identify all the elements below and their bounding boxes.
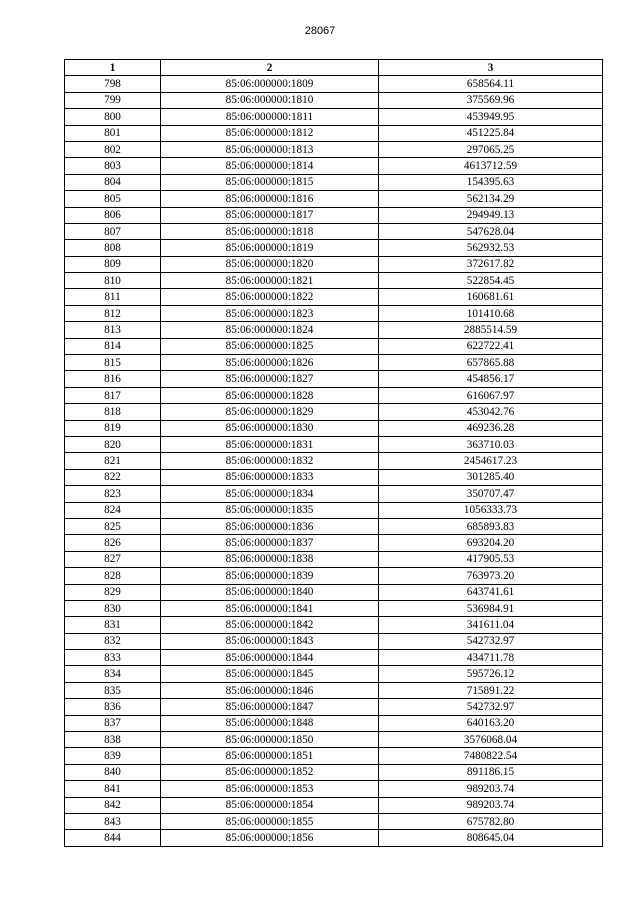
table-row	[65, 584, 603, 600]
table-row	[65, 486, 603, 502]
row-number-cell: 833	[65, 650, 161, 666]
row-number-cell: 837	[65, 715, 161, 731]
value-cell: 434711.78	[379, 650, 603, 666]
column-header-2: 2	[161, 60, 379, 76]
value-cell: 522854.45	[379, 273, 603, 289]
cadastral-number-cell: 85:06:000000:1835	[161, 502, 379, 518]
table-row	[65, 355, 603, 371]
cadastral-number-cell: 85:06:000000:1817	[161, 207, 379, 223]
row-number-cell: 798	[65, 76, 161, 92]
table-row	[65, 76, 603, 92]
table-row	[65, 273, 603, 289]
cadastral-number-cell: 85:06:000000:1828	[161, 387, 379, 403]
table-row	[65, 207, 603, 223]
value-cell: 2885514.59	[379, 322, 603, 338]
value-cell: 3576068.04	[379, 732, 603, 748]
cadastral-number-cell: 85:06:000000:1814	[161, 158, 379, 174]
page-number: 28067	[304, 25, 336, 37]
table-row	[65, 420, 603, 436]
table-row	[65, 781, 603, 797]
table-row	[65, 617, 603, 633]
row-number-cell: 801	[65, 125, 161, 141]
value-cell: 562134.29	[379, 191, 603, 207]
value-cell: 453949.95	[379, 109, 603, 125]
row-number-cell: 813	[65, 322, 161, 338]
row-number-cell: 823	[65, 486, 161, 502]
row-number-cell: 807	[65, 223, 161, 239]
value-cell: 469236.28	[379, 420, 603, 436]
table-row	[65, 404, 603, 420]
value-cell: 454856.17	[379, 371, 603, 387]
value-cell: 363710.03	[379, 436, 603, 452]
table-row	[65, 797, 603, 813]
table-row	[65, 109, 603, 125]
value-cell: 7480822.54	[379, 748, 603, 764]
table-row	[65, 469, 603, 485]
value-cell: 622722.41	[379, 338, 603, 354]
row-number-cell: 826	[65, 535, 161, 551]
value-cell: 640163.20	[379, 715, 603, 731]
value-cell: 547628.04	[379, 223, 603, 239]
value-cell: 891186.15	[379, 764, 603, 780]
row-number-cell: 828	[65, 568, 161, 584]
row-number-cell: 803	[65, 158, 161, 174]
table-row	[65, 551, 603, 567]
row-number-cell: 834	[65, 666, 161, 682]
table-row	[65, 158, 603, 174]
row-number-cell: 842	[65, 797, 161, 813]
value-cell: 2454617.23	[379, 453, 603, 469]
row-number-cell: 820	[65, 436, 161, 452]
table-row	[65, 830, 603, 846]
table-row	[65, 633, 603, 649]
row-number-cell: 825	[65, 518, 161, 534]
value-cell: 301285.40	[379, 469, 603, 485]
cadastral-number-cell: 85:06:000000:1831	[161, 436, 379, 452]
value-cell: 685893.83	[379, 518, 603, 534]
table-row	[65, 764, 603, 780]
cadastral-number-cell: 85:06:000000:1818	[161, 223, 379, 239]
row-number-cell: 821	[65, 453, 161, 469]
cadastral-number-cell: 85:06:000000:1822	[161, 289, 379, 305]
row-number-cell: 819	[65, 420, 161, 436]
value-cell: 693204.20	[379, 535, 603, 551]
cadastral-number-cell: 85:06:000000:1855	[161, 813, 379, 829]
cadastral-number-cell: 85:06:000000:1812	[161, 125, 379, 141]
value-cell: 989203.74	[379, 797, 603, 813]
table-row	[65, 748, 603, 764]
cadastral-number-cell: 85:06:000000:1836	[161, 518, 379, 534]
row-number-cell: 802	[65, 141, 161, 157]
row-number-cell: 840	[65, 764, 161, 780]
cadastral-number-cell: 85:06:000000:1809	[161, 76, 379, 92]
value-cell: 536984.91	[379, 600, 603, 616]
value-cell: 562932.53	[379, 240, 603, 256]
table-row	[65, 666, 603, 682]
column-header-1: 1	[65, 60, 161, 76]
value-cell: 294949.13	[379, 207, 603, 223]
table-row	[65, 568, 603, 584]
value-cell: 989203.74	[379, 781, 603, 797]
cadastral-number-cell: 85:06:000000:1815	[161, 174, 379, 190]
table-row	[65, 371, 603, 387]
cadastral-number-cell: 85:06:000000:1846	[161, 682, 379, 698]
value-cell: 341611.04	[379, 617, 603, 633]
table-row	[65, 141, 603, 157]
cadastral-number-cell: 85:06:000000:1850	[161, 732, 379, 748]
cadastral-number-cell: 85:06:000000:1819	[161, 240, 379, 256]
cadastral-number-cell: 85:06:000000:1827	[161, 371, 379, 387]
row-number-cell: 815	[65, 355, 161, 371]
cadastral-number-cell: 85:06:000000:1844	[161, 650, 379, 666]
value-cell: 595726.12	[379, 666, 603, 682]
column-header-3: 3	[379, 60, 603, 76]
value-cell: 375569.96	[379, 92, 603, 108]
value-cell: 297065.25	[379, 141, 603, 157]
cadastral-number-cell: 85:06:000000:1830	[161, 420, 379, 436]
value-cell: 658564.11	[379, 76, 603, 92]
value-cell: 763973.20	[379, 568, 603, 584]
row-number-cell: 799	[65, 92, 161, 108]
table-row	[65, 682, 603, 698]
cadastral-number-cell: 85:06:000000:1823	[161, 305, 379, 321]
cadastral-number-cell: 85:06:000000:1841	[161, 600, 379, 616]
row-number-cell: 831	[65, 617, 161, 633]
value-cell: 643741.61	[379, 584, 603, 600]
cadastral-number-cell: 85:06:000000:1820	[161, 256, 379, 272]
value-cell: 154395.63	[379, 174, 603, 190]
row-number-cell: 838	[65, 732, 161, 748]
value-cell: 808645.04	[379, 830, 603, 846]
cadastral-number-cell: 85:06:000000:1813	[161, 141, 379, 157]
cadastral-number-cell: 85:06:000000:1854	[161, 797, 379, 813]
table-row	[65, 256, 603, 272]
table-row	[65, 732, 603, 748]
table-row	[65, 535, 603, 551]
table-row	[65, 813, 603, 829]
row-number-cell: 816	[65, 371, 161, 387]
table-row	[65, 715, 603, 731]
table-row	[65, 436, 603, 452]
table-row	[65, 600, 603, 616]
table-row	[65, 453, 603, 469]
value-cell: 616067.97	[379, 387, 603, 403]
row-number-cell: 811	[65, 289, 161, 305]
row-number-cell: 805	[65, 191, 161, 207]
value-cell: 657865.88	[379, 355, 603, 371]
table-row	[65, 240, 603, 256]
cadastral-number-cell: 85:06:000000:1856	[161, 830, 379, 846]
table-row	[65, 322, 603, 338]
table-row	[65, 223, 603, 239]
row-number-cell: 810	[65, 273, 161, 289]
row-number-cell: 804	[65, 174, 161, 190]
data-table	[64, 59, 603, 847]
table-row	[65, 699, 603, 715]
row-number-cell: 818	[65, 404, 161, 420]
table-row	[65, 191, 603, 207]
row-number-cell: 829	[65, 584, 161, 600]
table-row	[65, 502, 603, 518]
table-row	[65, 338, 603, 354]
row-number-cell: 824	[65, 502, 161, 518]
cadastral-number-cell: 85:06:000000:1840	[161, 584, 379, 600]
value-cell: 451225.84	[379, 125, 603, 141]
row-number-cell: 841	[65, 781, 161, 797]
value-cell: 1056333.73	[379, 502, 603, 518]
row-number-cell: 806	[65, 207, 161, 223]
row-number-cell: 817	[65, 387, 161, 403]
cadastral-number-cell: 85:06:000000:1810	[161, 92, 379, 108]
table-row	[65, 518, 603, 534]
row-number-cell: 830	[65, 600, 161, 616]
value-cell: 350707.47	[379, 486, 603, 502]
cadastral-number-cell: 85:06:000000:1852	[161, 764, 379, 780]
cadastral-number-cell: 85:06:000000:1843	[161, 633, 379, 649]
cadastral-number-cell: 85:06:000000:1832	[161, 453, 379, 469]
row-number-cell: 814	[65, 338, 161, 354]
row-number-cell: 839	[65, 748, 161, 764]
cadastral-number-cell: 85:06:000000:1821	[161, 273, 379, 289]
row-number-cell: 822	[65, 469, 161, 485]
table-body	[65, 76, 603, 846]
table-row	[65, 387, 603, 403]
value-cell: 715891.22	[379, 682, 603, 698]
row-number-cell: 844	[65, 830, 161, 846]
cadastral-number-cell: 85:06:000000:1837	[161, 535, 379, 551]
row-number-cell: 800	[65, 109, 161, 125]
value-cell: 4613712.59	[379, 158, 603, 174]
cadastral-number-cell: 85:06:000000:1824	[161, 322, 379, 338]
value-cell: 417905.53	[379, 551, 603, 567]
cadastral-number-cell: 85:06:000000:1845	[161, 666, 379, 682]
cadastral-number-cell: 85:06:000000:1834	[161, 486, 379, 502]
row-number-cell: 808	[65, 240, 161, 256]
value-cell: 542732.97	[379, 633, 603, 649]
table-row	[65, 650, 603, 666]
row-number-cell: 812	[65, 305, 161, 321]
cadastral-number-cell: 85:06:000000:1838	[161, 551, 379, 567]
cadastral-number-cell: 85:06:000000:1851	[161, 748, 379, 764]
cadastral-number-cell: 85:06:000000:1833	[161, 469, 379, 485]
cadastral-number-cell: 85:06:000000:1829	[161, 404, 379, 420]
table-row	[65, 125, 603, 141]
cadastral-number-cell: 85:06:000000:1847	[161, 699, 379, 715]
cadastral-number-cell: 85:06:000000:1826	[161, 355, 379, 371]
table-row	[65, 174, 603, 190]
row-number-cell: 827	[65, 551, 161, 567]
cadastral-number-cell: 85:06:000000:1842	[161, 617, 379, 633]
header-row	[65, 60, 603, 76]
row-number-cell: 836	[65, 699, 161, 715]
value-cell: 542732.97	[379, 699, 603, 715]
cadastral-number-cell: 85:06:000000:1839	[161, 568, 379, 584]
value-cell: 453042.76	[379, 404, 603, 420]
row-number-cell: 835	[65, 682, 161, 698]
cadastral-number-cell: 85:06:000000:1811	[161, 109, 379, 125]
row-number-cell: 843	[65, 813, 161, 829]
table-row	[65, 305, 603, 321]
row-number-cell: 809	[65, 256, 161, 272]
cadastral-number-cell: 85:06:000000:1816	[161, 191, 379, 207]
cadastral-number-cell: 85:06:000000:1825	[161, 338, 379, 354]
table-row	[65, 289, 603, 305]
value-cell: 372617.82	[379, 256, 603, 272]
cadastral-number-cell: 85:06:000000:1848	[161, 715, 379, 731]
value-cell: 160681.61	[379, 289, 603, 305]
row-number-cell: 832	[65, 633, 161, 649]
value-cell: 101410.68	[379, 305, 603, 321]
cadastral-number-cell: 85:06:000000:1853	[161, 781, 379, 797]
table-row	[65, 92, 603, 108]
value-cell: 675782.80	[379, 813, 603, 829]
